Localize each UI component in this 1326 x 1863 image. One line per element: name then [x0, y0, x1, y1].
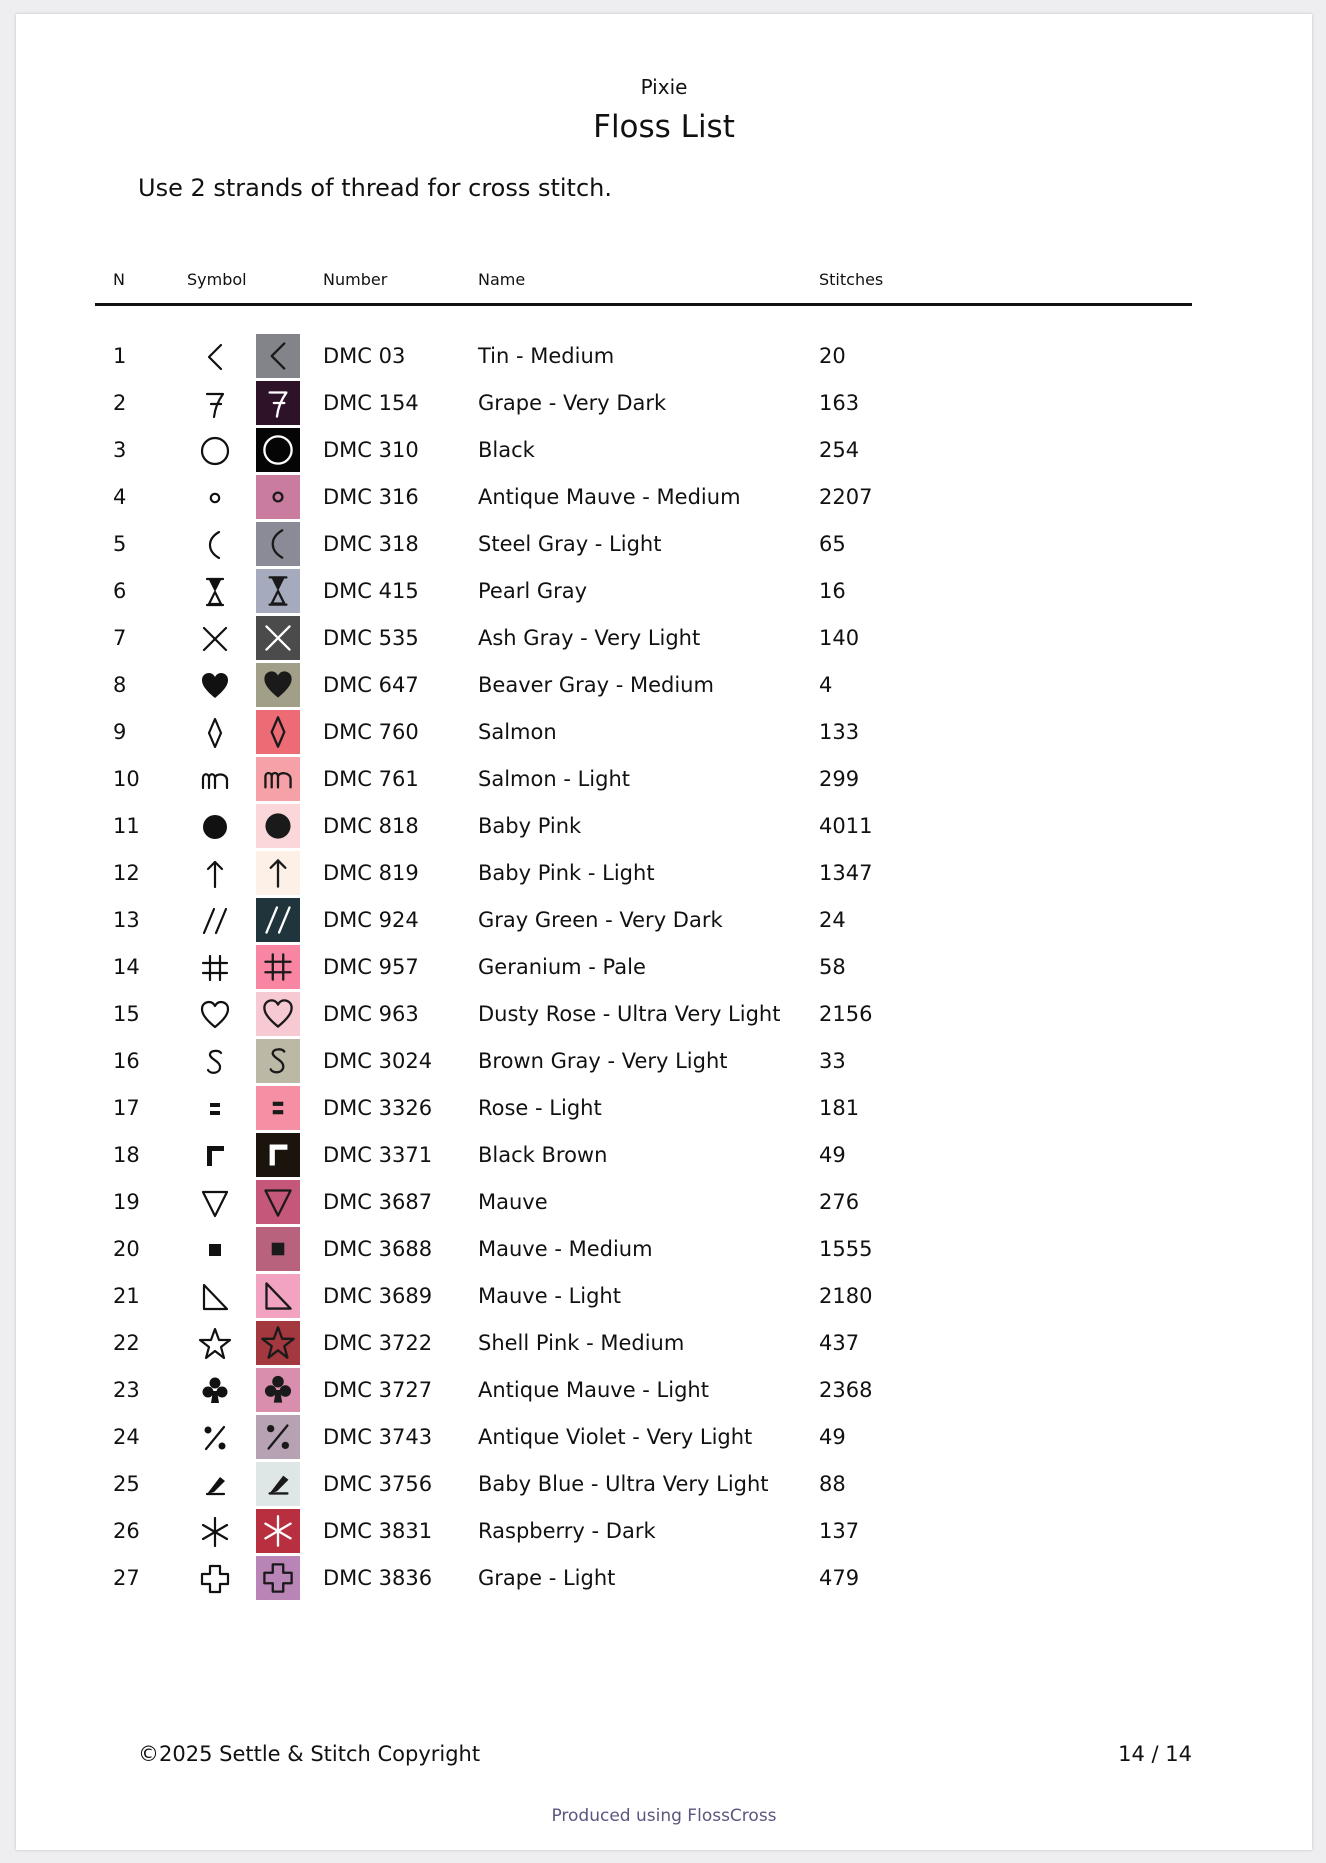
floss-number: DMC 3689	[323, 1284, 433, 1308]
floss-number: DMC 3371	[323, 1143, 433, 1167]
star-outline-icon	[256, 1321, 300, 1365]
arrow-up-icon	[256, 851, 300, 895]
floss-number: DMC 3836	[323, 1566, 433, 1590]
floss-name: Gray Green - Very Dark	[478, 908, 723, 932]
s-glyph-icon	[256, 1039, 300, 1083]
floss-number: DMC 957	[323, 955, 419, 979]
floss-name: Beaver Gray - Medium	[478, 673, 714, 697]
plus-outline-icon	[256, 1556, 300, 1600]
table-row	[16, 944, 1312, 991]
column-header-stitches: Stitches	[819, 270, 884, 289]
s-glyph-icon	[194, 1041, 236, 1083]
row-index: 18	[113, 1143, 140, 1167]
stitch-count: 49	[819, 1143, 846, 1167]
floss-number: DMC 3687	[323, 1190, 433, 1214]
floss-name: Mauve - Medium	[478, 1237, 653, 1261]
m-glyph-icon	[256, 757, 300, 801]
color-swatch	[256, 945, 300, 989]
dot-filled-icon	[256, 804, 300, 848]
floss-number: DMC 415	[323, 579, 419, 603]
floss-name: Pearl Gray	[478, 579, 588, 603]
floss-number: DMC 3024	[323, 1049, 433, 1073]
floss-name: Black Brown	[478, 1143, 608, 1167]
table-row	[16, 1226, 1312, 1273]
floss-name: Dusty Rose - Ultra Very Light	[478, 1002, 781, 1026]
row-index: 8	[113, 673, 127, 697]
stitch-count: 20	[819, 344, 846, 368]
floss-name: Ash Gray - Very Light	[478, 626, 701, 650]
row-index: 13	[113, 908, 140, 932]
floss-number: DMC 924	[323, 908, 419, 932]
table-row	[16, 380, 1312, 427]
stitch-count: 2180	[819, 1284, 873, 1308]
diamond-outline-icon	[194, 712, 236, 754]
heart-filled-icon	[256, 663, 300, 707]
row-index: 9	[113, 720, 127, 744]
floss-number: DMC 310	[323, 438, 419, 462]
table-row	[16, 1555, 1312, 1602]
color-swatch	[256, 522, 300, 566]
chevron-left-icon	[256, 334, 300, 378]
table-row	[16, 1508, 1312, 1555]
color-swatch	[256, 1509, 300, 1553]
floss-name: Tin - Medium	[478, 344, 615, 368]
double-slash-icon	[256, 898, 300, 942]
header-rule	[95, 303, 1192, 306]
stitch-count: 254	[819, 438, 860, 462]
floss-name: Steel Gray - Light	[478, 532, 662, 556]
floss-number: DMC 03	[323, 344, 406, 368]
stitch-count: 24	[819, 908, 846, 932]
table-row	[16, 1179, 1312, 1226]
color-swatch	[256, 428, 300, 472]
color-swatch	[256, 804, 300, 848]
row-index: 19	[113, 1190, 140, 1214]
double-slash-icon	[194, 900, 236, 942]
floss-name: Brown Gray - Very Light	[478, 1049, 728, 1073]
row-index: 24	[113, 1425, 140, 1449]
floss-name: Geranium - Pale	[478, 955, 646, 979]
table-row	[16, 333, 1312, 380]
stitch-count: 1347	[819, 861, 873, 885]
instructions: Use 2 strands of thread for cross stitch.	[138, 174, 612, 202]
floss-number: DMC 3756	[323, 1472, 433, 1496]
color-swatch	[256, 616, 300, 660]
floss-name: Antique Mauve - Light	[478, 1378, 709, 1402]
corner-bracket-icon	[256, 1133, 300, 1177]
asterisk-icon	[194, 1511, 236, 1553]
table-row	[16, 1320, 1312, 1367]
floss-name: Salmon - Light	[478, 767, 630, 791]
left-parenthesis-icon	[194, 524, 236, 566]
table-row	[16, 897, 1312, 944]
color-swatch	[256, 1180, 300, 1224]
stitch-count: 276	[819, 1190, 860, 1214]
cross-x-icon	[194, 618, 236, 660]
floss-name: Raspberry - Dark	[478, 1519, 656, 1543]
floss-name: Grape - Very Dark	[478, 391, 667, 415]
floss-name: Rose - Light	[478, 1096, 602, 1120]
seven-icon	[194, 383, 236, 425]
triangle-down-icon	[256, 1180, 300, 1224]
color-swatch	[256, 663, 300, 707]
stitch-count: 4011	[819, 814, 873, 838]
row-index: 4	[113, 485, 127, 509]
table-row	[16, 850, 1312, 897]
star-outline-icon	[194, 1323, 236, 1365]
stitch-count: 437	[819, 1331, 860, 1355]
color-swatch	[256, 1321, 300, 1365]
stitch-count: 140	[819, 626, 860, 650]
hourglass-icon	[194, 571, 236, 613]
row-index: 27	[113, 1566, 140, 1590]
row-index: 6	[113, 579, 127, 603]
floss-name: Antique Mauve - Medium	[478, 485, 741, 509]
floss-number: DMC 761	[323, 767, 419, 791]
table-row	[16, 615, 1312, 662]
color-swatch	[256, 1415, 300, 1459]
floss-name: Grape - Light	[478, 1566, 616, 1590]
row-index: 20	[113, 1237, 140, 1261]
corner-bracket-icon	[194, 1135, 236, 1177]
floss-number: DMC 318	[323, 532, 419, 556]
page-indicator: 14 / 14	[1118, 1742, 1192, 1766]
row-index: 15	[113, 1002, 140, 1026]
stitch-count: 16	[819, 579, 846, 603]
color-swatch	[256, 1086, 300, 1130]
row-index: 16	[113, 1049, 140, 1073]
row-index: 12	[113, 861, 140, 885]
table-row	[16, 1414, 1312, 1461]
row-index: 14	[113, 955, 140, 979]
row-index: 11	[113, 814, 140, 838]
stitch-count: 163	[819, 391, 860, 415]
asterisk-icon	[256, 1509, 300, 1553]
table-row	[16, 427, 1312, 474]
stitch-count: 88	[819, 1472, 846, 1496]
stitch-count: 479	[819, 1566, 860, 1590]
square-filled-icon	[194, 1229, 236, 1271]
diamond-outline-icon	[256, 710, 300, 754]
club-icon	[194, 1370, 236, 1412]
color-swatch	[256, 757, 300, 801]
floss-name: Salmon	[478, 720, 557, 744]
row-index: 10	[113, 767, 140, 791]
color-swatch	[256, 851, 300, 895]
floss-number: DMC 154	[323, 391, 419, 415]
produced-by: Produced using FlossCross	[551, 1806, 777, 1826]
dot-filled-icon	[194, 806, 236, 848]
floss-name: Black	[478, 438, 535, 462]
stitch-count: 1555	[819, 1237, 873, 1261]
color-swatch	[256, 569, 300, 613]
color-swatch	[256, 1039, 300, 1083]
floss-number: DMC 818	[323, 814, 419, 838]
table-row	[16, 1085, 1312, 1132]
color-swatch	[256, 898, 300, 942]
table-row	[16, 756, 1312, 803]
circle-outline-icon	[256, 428, 300, 472]
row-index: 2	[113, 391, 127, 415]
stitch-count: 65	[819, 532, 846, 556]
stitch-count: 2207	[819, 485, 873, 509]
table-row	[16, 991, 1312, 1038]
percent-icon	[194, 1417, 236, 1459]
table-row	[16, 1273, 1312, 1320]
heart-outline-icon	[194, 994, 236, 1036]
column-header-n: N	[113, 270, 125, 289]
table-row	[16, 662, 1312, 709]
m-glyph-icon	[194, 759, 236, 801]
circle-outline-icon	[194, 430, 236, 472]
table-row	[16, 709, 1312, 756]
column-header-symbol: Symbol	[187, 270, 247, 289]
floss-name: Baby Blue - Ultra Very Light	[478, 1472, 769, 1496]
table-row	[16, 1038, 1312, 1085]
floss-name: Baby Pink - Light	[478, 861, 655, 885]
small-ring-icon	[194, 477, 236, 519]
equals-bold-icon	[194, 1088, 236, 1130]
row-index: 21	[113, 1284, 140, 1308]
table-row	[16, 1367, 1312, 1414]
floss-number: DMC 316	[323, 485, 419, 509]
stitch-count: 299	[819, 767, 860, 791]
floss-number: DMC 760	[323, 720, 419, 744]
stitch-count: 4	[819, 673, 833, 697]
heart-outline-icon	[256, 992, 300, 1036]
color-swatch	[256, 1368, 300, 1412]
floss-number: DMC 3831	[323, 1519, 433, 1543]
floss-number: DMC 535	[323, 626, 419, 650]
floss-number: DMC 647	[323, 673, 419, 697]
floss-name: Mauve	[478, 1190, 548, 1214]
row-index: 23	[113, 1378, 140, 1402]
table-row	[16, 568, 1312, 615]
stitch-count: 2368	[819, 1378, 873, 1402]
color-swatch	[256, 475, 300, 519]
row-index: 22	[113, 1331, 140, 1355]
floss-number: DMC 3722	[323, 1331, 433, 1355]
table-row	[16, 1132, 1312, 1179]
floss-name: Baby Pink	[478, 814, 582, 838]
page	[16, 14, 1312, 1850]
square-filled-icon	[256, 1227, 300, 1271]
stitch-count: 49	[819, 1425, 846, 1449]
percent-icon	[256, 1415, 300, 1459]
right-triangle-icon	[256, 1274, 300, 1318]
row-index: 1	[113, 344, 127, 368]
color-swatch	[256, 710, 300, 754]
table-row	[16, 1461, 1312, 1508]
column-header-number: Number	[323, 270, 388, 289]
small-ring-icon	[256, 475, 300, 519]
stitch-count: 33	[819, 1049, 846, 1073]
hourglass-icon	[256, 569, 300, 613]
stitch-count: 58	[819, 955, 846, 979]
floss-name: Mauve - Light	[478, 1284, 621, 1308]
floss-number: DMC 3727	[323, 1378, 433, 1402]
arrow-up-icon	[194, 853, 236, 895]
right-triangle-icon	[194, 1276, 236, 1318]
left-parenthesis-icon	[256, 522, 300, 566]
table-row	[16, 803, 1312, 850]
pen-nib-icon	[256, 1462, 300, 1506]
floss-number: DMC 3326	[323, 1096, 433, 1120]
table-row	[16, 521, 1312, 568]
copyright: ©2025 Settle & Stitch Copyright	[138, 1742, 481, 1766]
stitch-count: 181	[819, 1096, 860, 1120]
floss-number: DMC 3743	[323, 1425, 433, 1449]
color-swatch	[256, 1227, 300, 1271]
page-title: Floss List	[593, 109, 735, 145]
seven-icon	[256, 381, 300, 425]
stitch-count: 133	[819, 720, 860, 744]
color-swatch	[256, 1556, 300, 1600]
chevron-left-icon	[194, 336, 236, 378]
pattern-name: Pixie	[640, 75, 688, 99]
row-index: 3	[113, 438, 127, 462]
table-row	[16, 474, 1312, 521]
plus-outline-icon	[194, 1558, 236, 1600]
heart-filled-icon	[194, 665, 236, 707]
color-swatch	[256, 1274, 300, 1318]
stitch-count: 2156	[819, 1002, 873, 1026]
equals-bold-icon	[256, 1086, 300, 1130]
row-index: 26	[113, 1519, 140, 1543]
cross-x-icon	[256, 616, 300, 660]
club-icon	[256, 1368, 300, 1412]
row-index: 5	[113, 532, 127, 556]
stitch-count: 137	[819, 1519, 860, 1543]
color-swatch	[256, 1462, 300, 1506]
hash-icon	[194, 947, 236, 989]
floss-number: DMC 963	[323, 1002, 419, 1026]
hash-icon	[256, 945, 300, 989]
floss-name: Shell Pink - Medium	[478, 1331, 685, 1355]
color-swatch	[256, 334, 300, 378]
column-header-name: Name	[478, 270, 526, 289]
floss-number: DMC 3688	[323, 1237, 433, 1261]
pen-nib-icon	[194, 1464, 236, 1506]
triangle-down-icon	[194, 1182, 236, 1224]
floss-number: DMC 819	[323, 861, 419, 885]
row-index: 25	[113, 1472, 140, 1496]
row-index: 17	[113, 1096, 140, 1120]
color-swatch	[256, 381, 300, 425]
color-swatch	[256, 1133, 300, 1177]
row-index: 7	[113, 626, 127, 650]
floss-name: Antique Violet - Very Light	[478, 1425, 753, 1449]
color-swatch	[256, 992, 300, 1036]
